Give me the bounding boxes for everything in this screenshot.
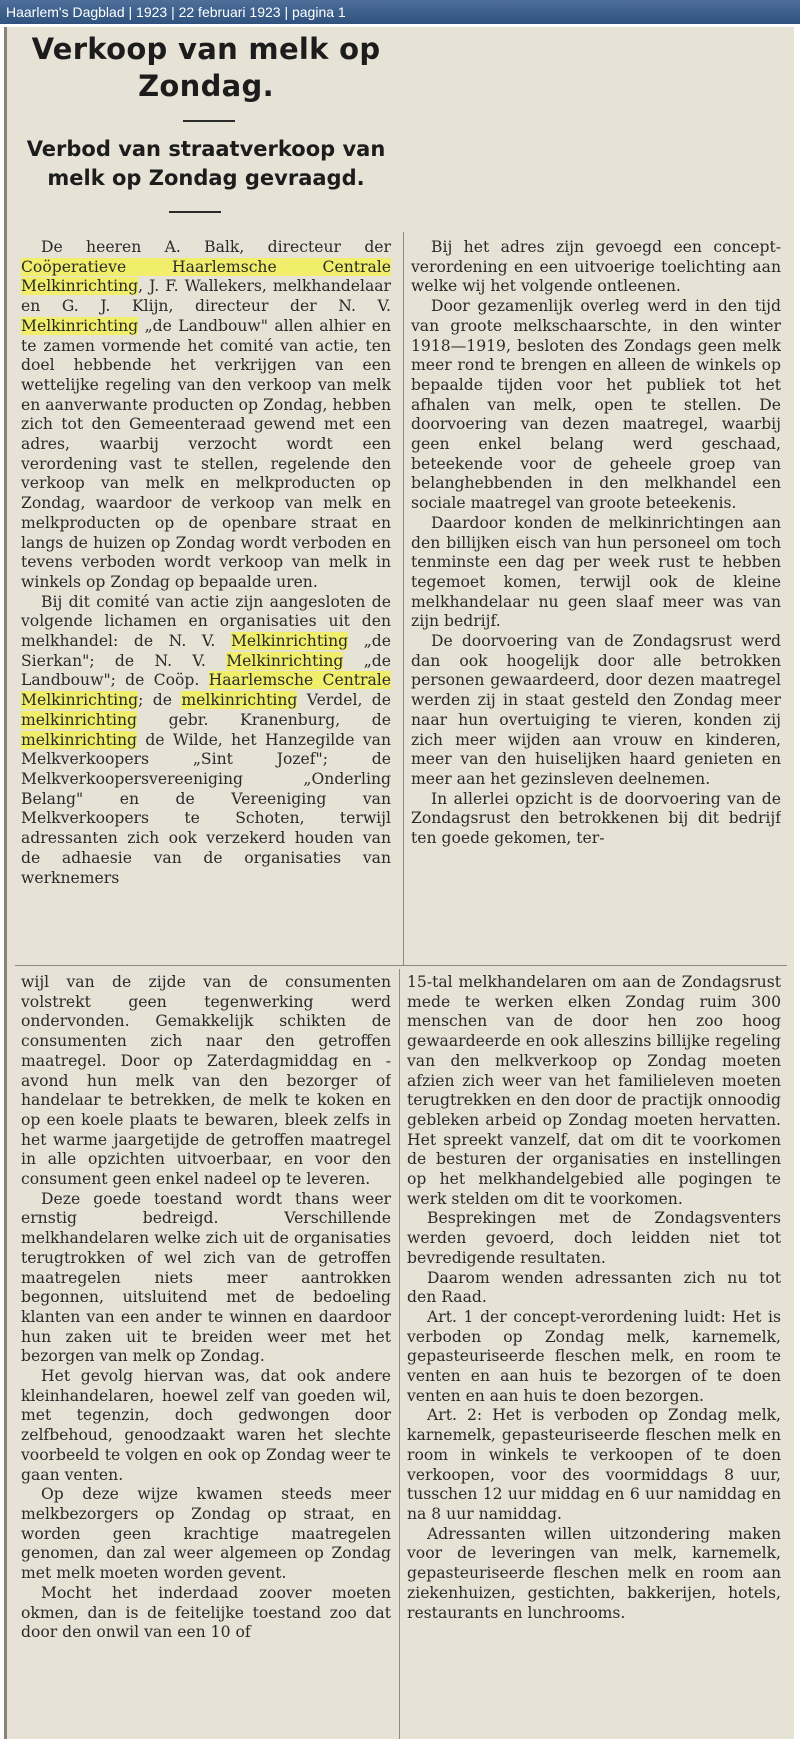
col2-paragraph-4: De doorvoering van de Zondagsrust werd dan ook hoogelijk door alle betrokken personen gewaardeerd, door dezen maatregel werden zij in staat gesteld den Zondag meer naar hun overtuiging te vieren, konden zij zich meer wijden aan vrouw en kinderen, meer van den huiselijken haard genieten en meer aan het gezinsleven deelnemen.: [411, 632, 781, 788]
highlight-span: Melkinrichting: [230, 632, 349, 651]
headline-rule: [183, 120, 235, 122]
text-span: „de Sierkan"; de N. V.: [21, 632, 391, 670]
article-headline: Verkoop van melk op Zondag.: [31, 32, 381, 103]
col3-paragraph-4: Op deze wijze kwamen steeds meer melkbezorgers op Zondag op straat, en worden geen krachtige maatregelen genomen, dan zal weer algemeen op Zondag met melk moeten worden gevent.: [21, 1485, 391, 1583]
subheadline-rule: [169, 211, 221, 213]
text-span: „de Landbouw"; de Coöp.: [21, 651, 391, 690]
text-span: ; de: [138, 691, 182, 710]
col2-paragraph-2: Door gezamenlijk overleg werd in den tijd van groote melkschaarschte, in den winter 1918—1919, besloten des Zondags geen melk meer rond te brengen en alleen de winkels op bepaalde tijden voor het publiek tot het afhalen van melk, open te stellen. De doorvoering van dezen maatregel, waarbij geen enkel belang werd geschaad, beteekende voor de geheele groep van belanghebbenden in den melkhandel een sociale maatregel van groote beteekenis.: [411, 297, 781, 513]
col1-paragraph-1: [21, 238, 391, 593]
highlight-span: Haarlemsche Centrale Melkinrichting: [21, 671, 391, 710]
highlight-span: Melkinrichting: [21, 316, 139, 335]
newspaper-clipping: [4, 27, 794, 1739]
text-span: de Wilde, het Hanzegilde van Melkverkoopers „Sint Jozef"; de Melkverkoopersvereeniging „Onderling Belang" en de Vereeniging van Melkverkoopers te Schoten, terwijl adressanten zich ook verzekerd houden van de adhaesie van de organisaties van werknemers: [21, 730, 391, 887]
highlight-span: Melkinrichting: [226, 651, 344, 670]
column-1: [21, 238, 391, 962]
highlight-span: melkinrichting: [181, 691, 298, 710]
column-divider-bottom: [399, 969, 400, 1739]
article-subheadline: Verbod van straatverkoop van melk op Zondag gevraagd.: [26, 137, 386, 190]
col4-paragraph-6: Adressanten willen uitzondering maken voor de leveringen van melk, karnemelk, gepasteuriseerde fleschen melk en room aan ziekenhuizen, gestichten, bakkerijen, hotels, restaurants en lunchrooms.: [407, 1524, 781, 1622]
text-span: „de Landbouw" allen alhier en te zamen vormende het comité van actie, ten doel hebbende het verkrijgen van een wettelijke regeling van den verkoop van melk en aanverwante producten op Zondag, hebben zich tot den Gemeenteraad gewend met een adres, waarbij verzocht wordt een verordening vast te stellen, regelende den verkoop van melk en melkproducten op Zondag, waardoor de verkoop van melk en melkproducten op de openbare straat en langs de huizen op Zondag wordt verboden en tevens verboden wordt verkoop van melk in winkels op Zondag op bepaalde uren.: [21, 316, 391, 591]
column-4: [407, 973, 781, 1735]
col4-paragraph-5: Art. 2: Het is verboden op Zondag melk, karnemelk, gepasteuriseerde fleschen melk en room in winkels te verkoopen of te doen verkoopen, voor des voormiddags 8 uur, tusschen 12 uur middag en 6 uur namiddag en na 8 uur namiddag.: [407, 1406, 781, 1523]
col3-paragraph-1: wijl van de zijde van de consumenten volstrekt geen tegenwerking werd ondervonden. Gemakkelijk schikten de consumenten zich naar den getroffen maatregel. Door op Zaterdagmiddag en -avond hun melk van den bezorger of handelaar te betrekken, de melk te koken en op een koele plaats te bewaren, bleek zelfs in het warme jaargetijde de getroffen maatregel in alle opzichten uitvoerbaar, en voor den consument geen enkel nadeel op te leveren.: [21, 973, 391, 1189]
column-2: [411, 238, 781, 962]
highlight-span: Coöperatieve Haarlemsche Centrale Melkinrichting: [21, 257, 391, 296]
page-header-bar: [0, 0, 800, 24]
section-divider: [15, 965, 787, 966]
col4-paragraph-4: Art. 1 der concept-verordening luidt: Het is verboden op Zondag melk, karnemelk, gepasteuriseerde fleschen melk, en room te venten en aan huis te bezorgen of te doen venten en aan huis te doen bezorgen.: [407, 1307, 781, 1405]
text-span: Bij dit comité van actie zijn aangesloten de volgende lichamen en organisaties uit den melkhandel: de N. V.: [21, 592, 391, 651]
col4-paragraph-1: 15-tal melkhandelaren om aan de Zondagsrust mede te werken elken Zondag ruim 300 menschen van de door hen zoo hoog gewaardeerde en ook alleszins billijke regeling van den melkverkoop op Zondag moeten afzien zich weer van het familieleven moeten terugtrekken en den door de practijk onnoodig gebleken arbeid op Zondag moeten hervatten. Het spreekt vanzelf, dat om dit te voorkomen de besturen der organisaties en instellingen op het melkhandelgebied alle pogingen te werk stelden om dit te voorkomen.: [407, 973, 781, 1208]
highlight-span: melkinrichting: [21, 710, 137, 729]
col4-paragraph-2: Besprekingen met de Zondagsventers werden gevoerd, doch leidden niet tot bevredigende resultaten.: [407, 1209, 781, 1267]
col3-paragraph-3: Het gevolg hiervan was, dat ook andere kleinhandelaren, hoewel zelf van goeden wil, met tegenzin, doch gedwongen door zelfbehoud, genoodzaakt waren het slechte voorbeeld te volgen en ook op Zondag weer te gaan venten.: [21, 1367, 391, 1484]
column-divider-top: [403, 232, 404, 965]
page-header-title: Haarlem's Dagblad | 1923 | 22 februari 1923 | pagina 1: [6, 4, 346, 20]
column-3: [21, 973, 391, 1735]
col1-paragraph-2: [21, 593, 391, 889]
col2-paragraph-1: Bij het adres zijn gevoegd een concept-verordening en een uitvoerige toelichting aan welke wij het volgende ontleenen.: [411, 238, 781, 296]
text-span: Verdel, de: [297, 691, 391, 710]
highlight-span: melkinrichting: [21, 730, 137, 749]
col2-paragraph-5: In allerlei opzicht is de doorvoering van de Zondagsrust den betrokkenen bij dit bedrijf ten goede gekomen, ter-: [411, 789, 781, 848]
text-span: gebr. Kranenburg, de: [136, 710, 391, 729]
col2-paragraph-3: Daardoor konden de melkinrichtingen aan den billijken eisch van hun personeel om toch tenminste een dag per week rust te hebben tegemoet komen, terwijl ook de kleine melkhandelaar nu geen slaaf meer was van zijn bedrijf.: [411, 513, 781, 631]
col3-paragraph-2: Deze goede toestand wordt thans weer ernstig bedreigd. Verschillende melkhandelaren welke zich uit de organisaties terugtrokken of wel zich van de getroffen maatregelen niets meer aantrokken begonnen, uitsluitend met de bedoeling klanten van een ander te winnen en daardoor hun zaken uit te breiden weer met het bezorgen van melk op Zondag.: [21, 1189, 391, 1366]
col4-paragraph-3: Daarom wenden adressanten zich nu tot den Raad.: [407, 1268, 781, 1307]
text-span: De heeren A. Balk, directeur der: [41, 238, 391, 256]
text-span: , J. F. Wallekers, melkhandelaar en G. J. Klijn, directeur der N. V.: [21, 277, 391, 316]
col3-paragraph-5: Mocht het inderdaad zoover moeten okmen, dan is de feitelijke toestand zoo dat door den onwil van een 10 of: [21, 1583, 391, 1642]
